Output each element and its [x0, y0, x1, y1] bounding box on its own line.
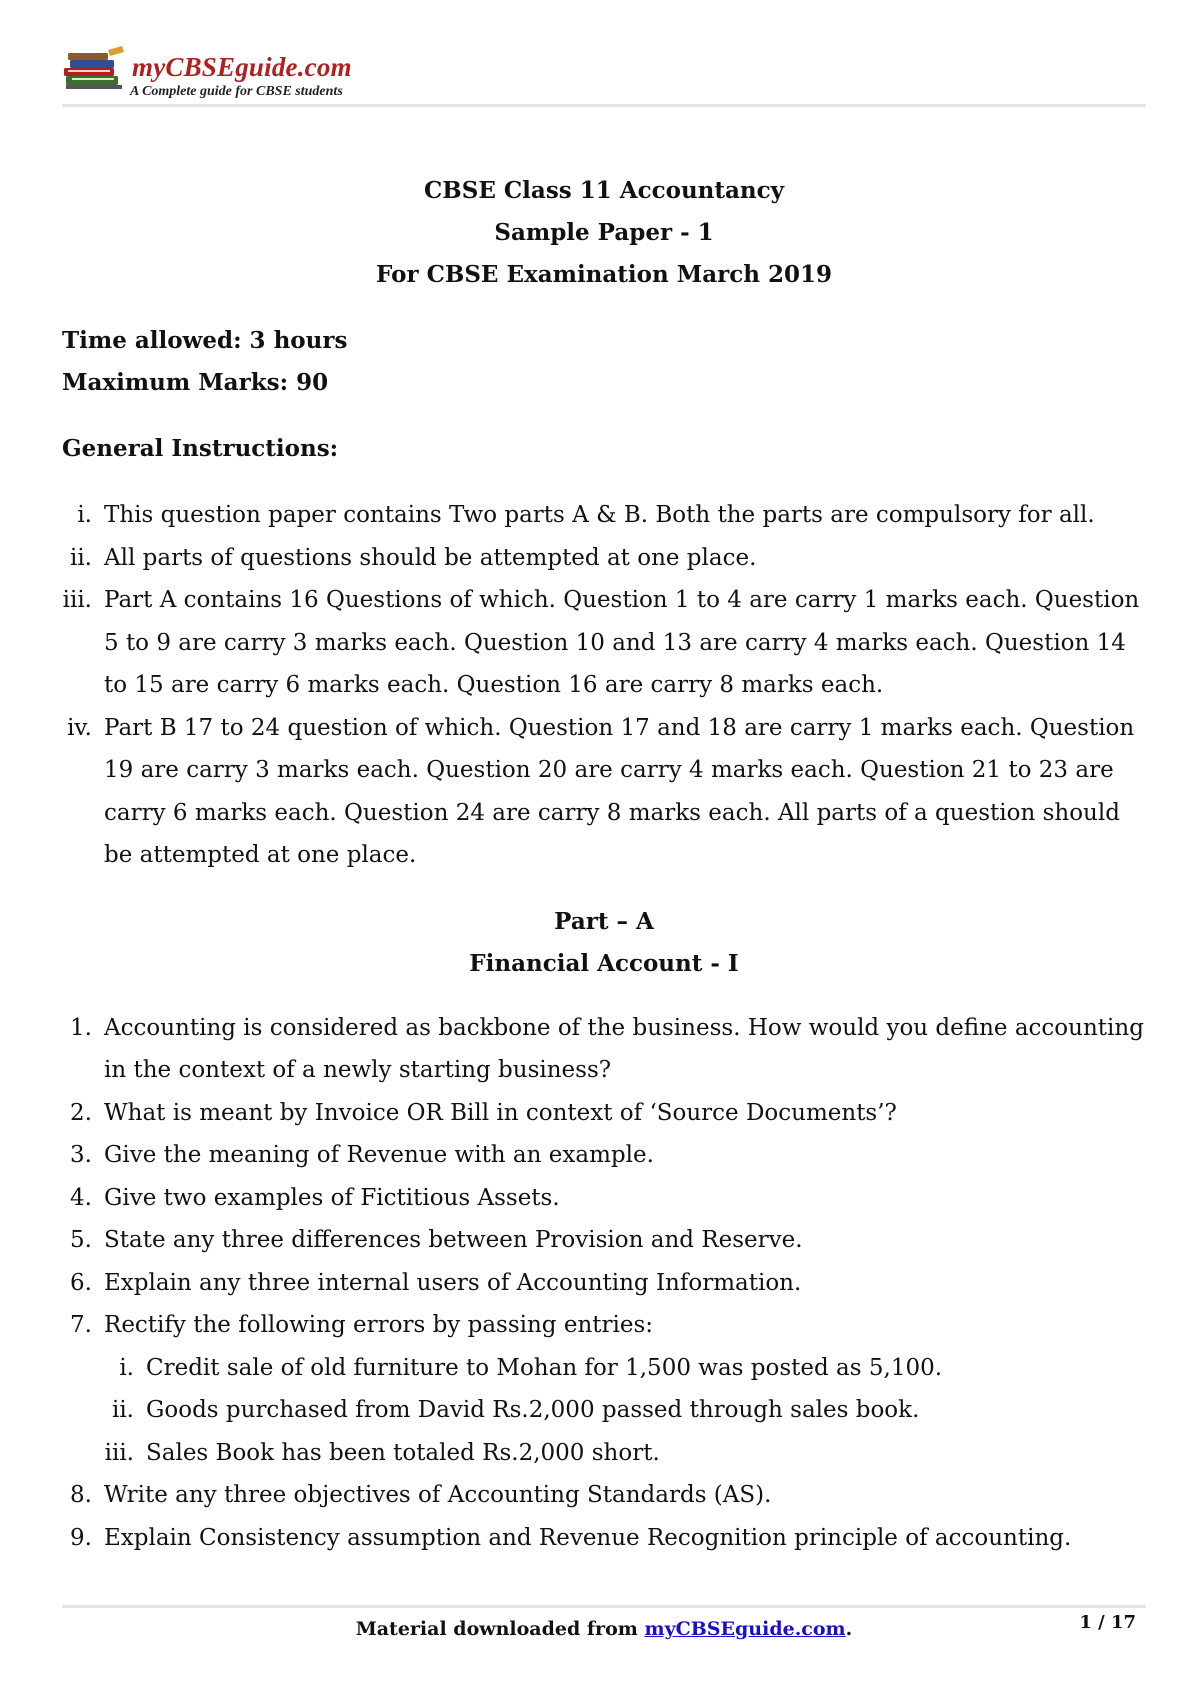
question-item [62, 1474, 1146, 1517]
question-item-text: Give the meaning of Revenue with an example. [104, 1142, 654, 1168]
instruction-item-text: This question paper contains Two parts A & B. Both the parts are compulsory for all. [104, 502, 1095, 528]
question-item [62, 1517, 1146, 1560]
footer-prefix: Material downloaded from [355, 1618, 645, 1640]
maximum-marks: Maximum Marks: 90 [62, 369, 329, 396]
question-item-number: 6. [70, 1269, 92, 1296]
time-allowed: Time allowed: 3 hours [62, 327, 348, 354]
paper-subtitle: Sample Paper - 1 [494, 219, 714, 246]
instruction-item-number: iv. [67, 714, 92, 741]
question-item [62, 1304, 1146, 1474]
question-item [62, 1134, 1146, 1177]
paper-title: CBSE Class 11 Accountancy [423, 177, 784, 204]
sub-question-item [104, 1347, 1146, 1390]
sub-question-item [104, 1432, 1146, 1475]
question-item-number: 8. [70, 1482, 92, 1508]
instruction-item-number: i. [77, 502, 92, 528]
question-item-number: 4. [70, 1184, 92, 1211]
question-item-text: Explain any three internal users of Accounting Information. [104, 1269, 802, 1296]
instruction-item [62, 494, 1146, 537]
question-item [62, 1092, 1146, 1135]
instruction-item-number: iii. [62, 587, 92, 613]
question-item-text: What is meant by Invoice OR Bill in context of ‘Source Documents’? [104, 1099, 897, 1126]
question-item-number: 9. [70, 1524, 92, 1551]
question-item-number: 2. [70, 1099, 92, 1126]
document-body [62, 170, 1146, 1559]
instruction-item [62, 537, 1146, 580]
sub-question-item-number: i. [119, 1354, 134, 1381]
question-item-text: State any three differences between Provision and Reserve. [104, 1227, 803, 1253]
question-item-number: 7. [70, 1312, 92, 1338]
sub-question-item-number: ii. [111, 1397, 134, 1423]
sub-question-item-text: Sales Book has been totaled Rs.2,000 short. [146, 1439, 660, 1466]
exam-line: For CBSE Examination March 2019 [376, 261, 832, 288]
question-item [62, 1219, 1146, 1262]
instruction-item [62, 579, 1146, 707]
question-item-number: 1. [70, 1014, 92, 1041]
sub-question-item-text: Credit sale of old furniture to Mohan for 1,500 was posted as 5,100. [146, 1354, 943, 1381]
question-item [62, 1262, 1146, 1305]
exam-meta [62, 320, 1146, 404]
footer-note [62, 1618, 1146, 1640]
page-footer [62, 1605, 1146, 1668]
instruction-item-text: Part A contains 16 Questions of which. Question 1 to 4 are carry 1 marks each. Question 5 to 9 are carry 3 marks each. Question 10 and 13 are carry 4 marks each. Question 14 to 15 are carry 6 marks each. Question 16 are carry 8 marks each. [104, 587, 1140, 698]
instruction-item-text: Part B 17 to 24 question of which. Question 17 and 18 are carry 1 marks each. Question 19 are carry 3 marks each. Question 20 are carry 4 marks each. Question 21 to 23 are carry 6 marks each. Question 24 are carry 8 marks each. All parts of a question should be attempted at one place. [104, 714, 1135, 868]
instructions-list [62, 494, 1146, 877]
page-number: 1 / 17 [1079, 1612, 1136, 1633]
site-logo[interactable] [62, 46, 402, 106]
part-subtitle: Financial Account - I [469, 949, 739, 977]
question-item-text: Rectify the following errors by passing entries: [104, 1312, 654, 1338]
question-item-number: 5. [70, 1227, 92, 1253]
logo-tagline: A Complete guide for CBSE students [130, 84, 343, 99]
question-item-text: Write any three objectives of Accounting Standards (AS). [104, 1482, 772, 1508]
question-item-text: Accounting is considered as backbone of the business. How would you define accounting in the context of a newly starting business? [104, 1014, 1144, 1083]
question-item-text: Give two examples of Fictitious Assets. [104, 1184, 560, 1211]
questions-list [62, 1007, 1146, 1560]
sub-question-item-text: Goods purchased from David Rs.2,000 passed through sales book. [146, 1397, 920, 1423]
logo-title: myCBSEguide.com [132, 52, 352, 82]
footer-link[interactable]: myCBSEguide.com [644, 1618, 846, 1640]
sub-question-item [104, 1389, 1146, 1432]
instruction-item-number: ii. [69, 544, 92, 571]
sub-question-list [104, 1347, 1146, 1475]
page-header [62, 40, 1146, 107]
instruction-item [62, 707, 1146, 877]
question-item-number: 3. [70, 1142, 92, 1168]
instructions-heading: General Instructions: [62, 435, 339, 462]
question-item-text: Explain Consistency assumption and Revenue Recognition principle of accounting. [104, 1524, 1072, 1551]
part-title: Part – A [554, 907, 654, 935]
sub-question-item-number: iii. [104, 1439, 134, 1466]
footer-suffix: . [845, 1618, 853, 1640]
question-item [62, 1177, 1146, 1220]
instruction-item-text: All parts of questions should be attempted at one place. [104, 544, 757, 571]
question-item [62, 1007, 1146, 1092]
